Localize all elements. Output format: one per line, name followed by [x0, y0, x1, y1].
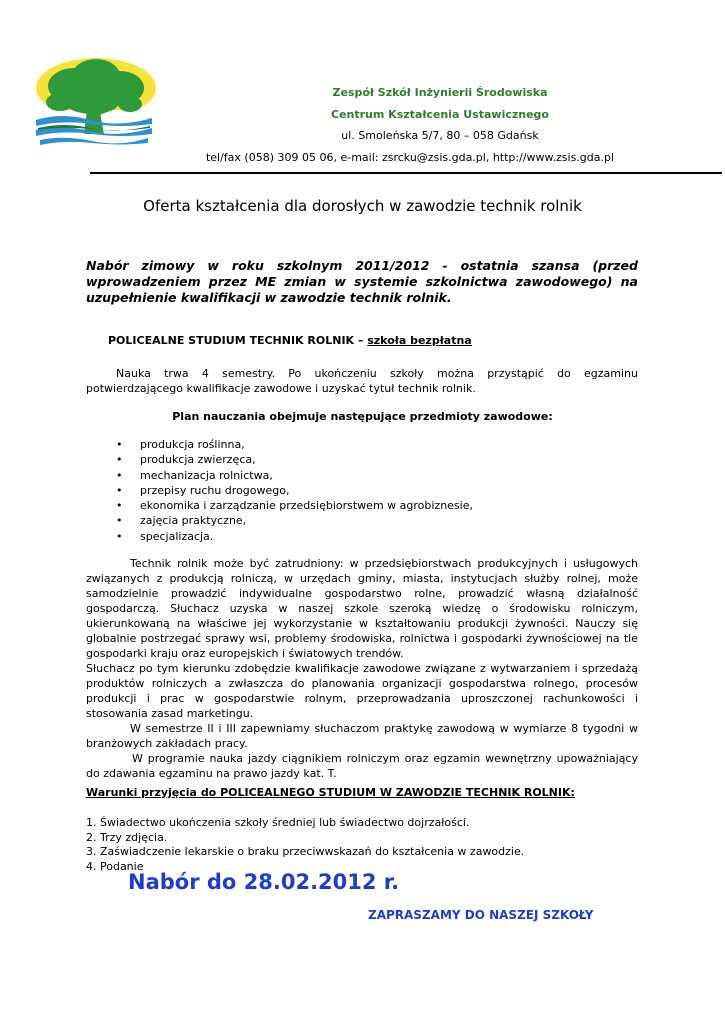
list-item: • ekonomika i zarządzanie przedsiębiorstwem w agrobiznesie,	[116, 498, 616, 513]
intro-text: Nabór zimowy w roku szkolnym 2011/2012 - ostatnia szansa (przed wprowadzeniem przez ME zmian w systemie szkolnictwa zawodowego) na uzupełnienie kwalifikacji w zawodzie technik rolnik.	[86, 258, 638, 305]
center-name: Centrum Kształcenia Ustawicznego	[331, 108, 549, 121]
study-heading	[108, 334, 472, 347]
list-item: 4. Podanie	[86, 859, 144, 873]
study-description: Nauka trwa 4 semestry. Po ukończeniu szkoły można przystąpić do egzaminu potwierdzającego kwalifikacje zawodowe i uzyskać tytuł technik rolnik.	[86, 367, 638, 395]
school-contact: tel/fax (058) 309 05 06, e-mail: zsrcku@zsis.gda.pl, http://www.zsis.gda.pl	[205, 151, 615, 164]
paragraph-employment: Technik rolnik może być zatrudniony: w przedsiębiorstwach produkcyjnych i usługowych związanych z produkcją rolniczą, w urzędach gminy, miasta, instytucjach służby rolnej, może samodzielnie prowadzić indywidualne gospodarstwo rolne, prowadzić własną działalność gospodarczą. Słuchacz uzyska w naszej szkole szeroką wiedzę o środowisku rolniczym, ukierunkowaną na właściwe jej wykorzystanie w kształtowaniu produkcji żywności. Nauczy się globalnie postrzegać sprawy wsi, problemy środowiska, rolnictwa i gospodarki żywnościowej na tle gospodarki kraju oraz europejskich i światowych trendów.	[86, 557, 638, 660]
list-item: • zajęcia praktyczne,	[116, 513, 616, 528]
paragraph-driving: W programie nauka jazdy ciągnikiem rolniczym oraz egzamin wewnętrzny upoważniający do zdawania egzaminu na prawo jazdy kat. T.	[86, 752, 638, 780]
list-item: • produkcja zwierzęca,	[116, 452, 616, 467]
requirements-list	[86, 816, 646, 874]
list-item: • specjalizacja.	[116, 529, 616, 544]
paragraph-practice: W semestrze II i III zapewniamy słuchaczom praktykę zawodową w wymiarze 8 tygodni w branżowych zakładach pracy.	[86, 722, 638, 750]
deadline-notice: Nabór do 28.02.2012 r.	[128, 870, 400, 894]
school-address: ul. Smoleńska 5/7, 80 – 058 Gdańsk	[341, 129, 539, 142]
requirements-heading: Warunki przyjęcia do POLICEALNEGO STUDIUM W ZAWODZIE TECHNIK ROLNIK:	[86, 786, 575, 799]
invitation-text: ZAPRASZAMY DO NASZEJ SZKOŁY	[368, 908, 594, 922]
list-item: 3. Zaświadczenie lekarskie o braku przeciwwskazań do kształcenia w zawodzie.	[86, 845, 525, 858]
plan-heading: Plan nauczania obejmuje następujące przedmioty zawodowe:	[172, 410, 553, 423]
paragraph-qualifications: Słuchacz po tym kierunku zdobędzie kwalifikacje zawodowe związane z wytwarzaniem i sprzedażą produktów rolniczych a zwłaszcza do planowania organizacji gospodarstwa rolnego, procesów produkcji i prac w gospodarstwie rolnym, przeprowadzania uproszczonej rachunkowości i stosowania zasad marketingu.	[86, 662, 638, 720]
list-item: • produkcja roślinna,	[116, 437, 616, 452]
list-item: • przepisy ruchu drogowego,	[116, 483, 616, 498]
subjects-list	[116, 437, 616, 544]
tree-sun-water-logo	[30, 54, 158, 150]
study-heading-free: szkoła bezpłatna	[367, 334, 472, 347]
page-title: Oferta kształcenia dla dorosłych w zawodzie technik rolnik	[143, 197, 582, 215]
header-divider	[90, 172, 722, 174]
list-item: 2. Trzy zdjęcia.	[86, 830, 168, 844]
school-name: Zespół Szkół Inżynierii Środowiska	[332, 86, 548, 99]
list-item: • mechanizacja rolnictwa,	[116, 468, 616, 483]
list-item: 1. Świadectwo ukończenia szkoły średniej lub świadectwo dojrzałości.	[86, 816, 470, 829]
body-text	[86, 556, 638, 781]
study-heading-main: POLICEALNE STUDIUM TECHNIK ROLNIK –	[108, 334, 368, 347]
